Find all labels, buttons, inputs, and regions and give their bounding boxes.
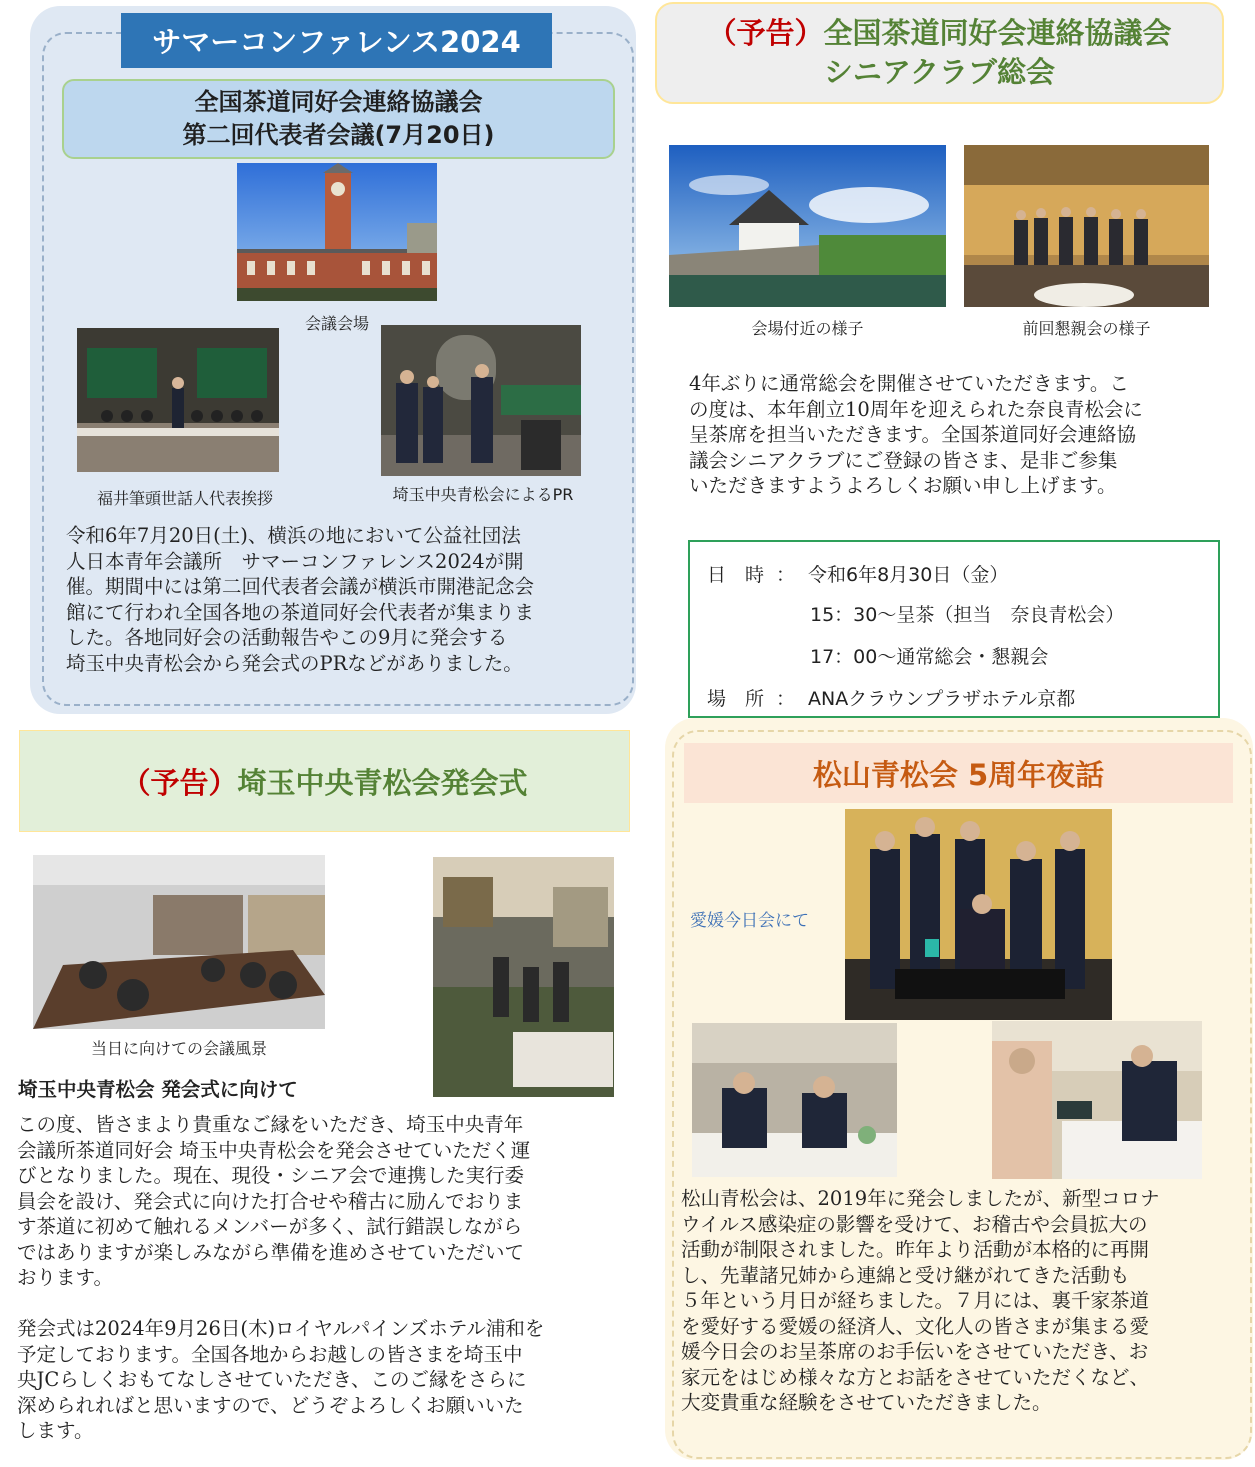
matsuyama-body-line: 大変貴重な経験をさせていただきました。 xyxy=(681,1391,1052,1414)
saitama-para2-line: 央JCらしくおもてなしさせていただき、このご縁をさらに xyxy=(17,1368,527,1391)
event-info-box xyxy=(688,540,1220,718)
summer-conference-subtitle xyxy=(62,79,615,159)
caption-greeting: 福井筆頭世話人代表挨拶 xyxy=(96,489,273,508)
senior-body-line: 呈茶席を担当いただきます。全国茶道同好会連絡協 xyxy=(689,423,1136,446)
tea-room-photo xyxy=(433,857,614,1097)
senior-body xyxy=(689,371,1229,499)
matsuyama-body xyxy=(681,1186,1246,1416)
saitama-para1-line: おります。 xyxy=(17,1266,113,1289)
saitama-para2-line: 予定しております。全国各地からお越しの皆さまを埼玉中 xyxy=(17,1342,523,1366)
date-value: 令和6年8月30日（金） xyxy=(808,564,1009,586)
tea-ceremony-photo-1 xyxy=(692,1023,897,1177)
time-meeting: 17：00～通常総会・懇親会 xyxy=(810,646,1049,668)
place-colon: ： xyxy=(776,688,796,710)
saitama-para1-line: この度、皆さまより貴重なご縁をいただき、埼玉中央青年 xyxy=(17,1113,524,1136)
summer-body xyxy=(66,523,626,676)
saitama-para1-line: 会議所茶道同好会 埼玉中央青松会を発会させていただく運 xyxy=(17,1138,531,1162)
saitama-para2-line: します。 xyxy=(17,1419,94,1442)
matsuyama-body-line: 家元をはじめ様々な方とお話をさせていただくなど、 xyxy=(681,1365,1150,1389)
matsuyama-title: 松山青松会 5周年夜話 xyxy=(684,743,1233,803)
matsuyama-body-line: ウイルス感染症の影響を受けて、お稽古や会員拡大の xyxy=(681,1212,1148,1236)
senior-club-header xyxy=(655,2,1224,104)
matsuyama-body-line: し、先輩諸兄姉から連綿と受け継がれてきた活動も xyxy=(681,1263,1130,1287)
summer-body-line: 館にて行われ全国各地の茶道同好会代表者が集まりま xyxy=(66,600,535,624)
caption-pr: 埼玉中央青松会によるPR xyxy=(392,485,574,504)
saitama-para2-line: 発会式は2024年9月26日(木)ロイヤルパインズホテル浦和を xyxy=(17,1317,545,1340)
place-value: ANAクラウンプラザホテル京都 xyxy=(808,688,1076,710)
saitama-para-2 xyxy=(17,1316,627,1444)
saitama-para-1 xyxy=(17,1112,627,1291)
summer-body-line: した。各地同好会の活動報告やこの9月に発会する xyxy=(66,626,508,649)
time-tea: 15：30～呈茶（担当 奈良青松会） xyxy=(810,604,1125,626)
senior-title-2: シニアクラブ総会 xyxy=(823,55,1056,89)
saitama-header xyxy=(19,730,630,832)
matsuyama-body-line: 活動が制限されました。昨年より活動が本格的に再開 xyxy=(681,1238,1150,1261)
tea-ceremony-photo-2 xyxy=(992,1021,1202,1179)
matsuyama-body-line: 媛今日会のお呈茶席のお手伝いをさせていただき、お xyxy=(681,1340,1149,1363)
notice-prefix: （予告） xyxy=(121,765,238,800)
venue-nearby-photo xyxy=(669,145,946,307)
matsuyama-body-line: ５年という月日が経ちました。７月には、裏千家茶道 xyxy=(681,1289,1150,1312)
place-label: 場 所 xyxy=(707,688,765,710)
venue-photo xyxy=(237,163,437,301)
senior-body-line: いただきますようよろしくお願い申し上げます。 xyxy=(689,474,1117,497)
senior-title-line-1 xyxy=(657,14,1222,53)
caption-ehime: 愛媛今日会にて xyxy=(690,911,809,931)
matsuyama-body-line: を愛好する愛媛の経済人、文化人の皆さまが集まる愛 xyxy=(681,1314,1150,1338)
senior-title-1: 全国茶道同好会連絡協議会 xyxy=(823,16,1172,50)
caption-meeting: 当日に向けての会議風景 xyxy=(90,1039,267,1058)
group-photo xyxy=(845,809,1112,1020)
summer-body-line: 催。期間中には第二回代表者会議が横浜市開港記念会 xyxy=(66,575,535,598)
saitama-para1-line: す茶道に初めて触れるメンバーが多く、試行錯誤しながら xyxy=(17,1215,523,1238)
previous-party-photo xyxy=(964,145,1209,307)
summer-body-line: 人日本青年会議所 サマーコンファレンス2024が開 xyxy=(66,549,524,573)
caption-near-venue: 会場付近の様子 xyxy=(751,319,864,338)
saitama-para1-line: 員会を設け、発会式に向けた打合せや稽古に励んでおりま xyxy=(17,1189,524,1213)
saitama-title: 埼玉中央青松会発会式 xyxy=(237,765,528,800)
senior-body-line: の度は、本年創立10周年を迎えられた奈良青松会に xyxy=(689,397,1143,421)
caption-previous-party: 前回懇親会の様子 xyxy=(1022,319,1151,338)
greeting-photo xyxy=(77,328,279,472)
senior-body-line: 4年ぶりに通常総会を開催させていただきます。こ xyxy=(689,372,1129,395)
saitama-para2-line: 深められればと思いますので、どうぞよろしくお願いいた xyxy=(17,1393,524,1417)
saitama-para1-line: ではありますが楽しみながら準備を進めさせていただいて xyxy=(17,1240,525,1264)
saitama-heading: 埼玉中央青松会 発会式に向けて xyxy=(18,1078,298,1101)
summer-body-line: 令和6年7月20日(土)、横浜の地において公益社団法 xyxy=(66,524,521,547)
subtitle-line-1: 全国茶道同好会連絡協議会 xyxy=(194,88,483,116)
senior-body-line: 議会シニアクラブにご登録の皆さま、是非ご参集 xyxy=(689,448,1118,472)
meeting-photo xyxy=(33,855,325,1029)
date-colon: ： xyxy=(776,564,796,586)
date-label: 日 時 xyxy=(707,564,765,586)
summer-conference-title: サマーコンファレンス2024 xyxy=(121,13,552,68)
matsuyama-body-line: 松山青松会は、2019年に発会しましたが、新型コロナ xyxy=(681,1187,1160,1210)
summer-body-line: 埼玉中央青松会から発会式のPRなどがありました。 xyxy=(66,651,523,675)
pr-photo xyxy=(381,325,581,476)
notice-prefix: （予告） xyxy=(707,16,824,50)
caption-venue: 会議会場 xyxy=(304,314,369,333)
subtitle-line-2: 第二回代表者会議(7月20日) xyxy=(182,121,495,149)
saitama-para1-line: びとなりました。現在、現役・シニア会で連携した実行委 xyxy=(17,1164,525,1187)
